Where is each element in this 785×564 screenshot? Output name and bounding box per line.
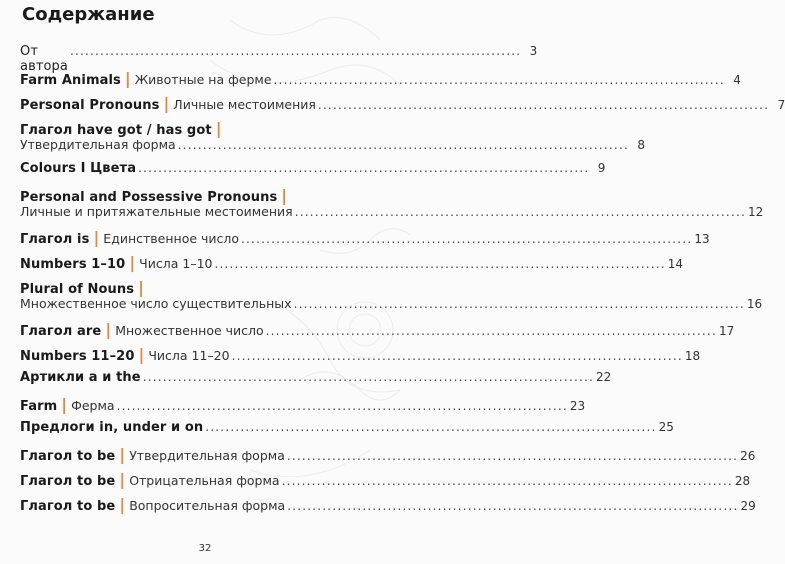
leader-dots: .......................................................................................... <box>177 138 629 152</box>
separator: | <box>281 186 288 205</box>
entry-subtitle: Личные и притяжательные местоимения <box>20 204 293 219</box>
entry-subtitle: Множественное число существительных <box>20 296 292 311</box>
separator: | <box>119 445 126 464</box>
entry-subtitle: Числа 11–20 <box>148 348 230 363</box>
entry-title: Farm <box>20 399 58 414</box>
toc-entry[interactable] <box>20 495 756 514</box>
entry-title: Numbers 11–20 <box>20 349 135 364</box>
separator: | <box>105 320 112 339</box>
entry-page: 13 <box>694 232 710 246</box>
separator: | <box>124 69 131 88</box>
entry-title: Plural of Nouns <box>20 282 135 297</box>
leader-dots: .......................................................................................... <box>317 98 770 112</box>
entry-page: 3 <box>529 44 538 58</box>
entry-subtitle: Утвердительная форма <box>129 448 285 463</box>
toc-entry[interactable] <box>20 370 612 388</box>
toc-entry[interactable] <box>20 420 674 438</box>
leader-dots: .......................................................................................... <box>265 324 717 338</box>
entry-title: Personal and Possessive Pronouns <box>20 190 278 205</box>
leader-dots: .......................................................................................... <box>281 474 733 488</box>
entry-page: 16 <box>746 297 763 311</box>
entry-title: Personal Pronouns <box>20 98 160 113</box>
separator: | <box>61 395 68 414</box>
page-number: 32 <box>198 543 212 554</box>
toc-entry[interactable] <box>20 470 751 489</box>
entry-page: 28 <box>734 474 751 488</box>
toc-entry[interactable] <box>20 119 392 137</box>
entry-title: Глагол have got / has got <box>20 123 212 138</box>
toc-entry-line2[interactable] <box>20 296 763 313</box>
entry-title: Numbers 1–10 <box>20 257 126 272</box>
leader-dots: .......................................................................................... <box>241 232 693 246</box>
entry-page: 29 <box>740 499 756 513</box>
entry-page: 22 <box>596 370 612 384</box>
leader-dots: .......................................................................................... <box>231 349 683 363</box>
entry-page: 18 <box>684 349 701 363</box>
entry-title: Глагол are <box>20 324 102 339</box>
entry-title: Глагол to be <box>20 474 116 489</box>
page-title: Содержание <box>22 4 155 25</box>
entry-page: 8 <box>637 138 645 152</box>
toc-entry[interactable] <box>20 161 606 179</box>
leader-dots: .......................................................................................... <box>293 297 745 311</box>
leader-dots: .......................................................................................... <box>273 73 725 87</box>
entry-page: 9 <box>597 161 606 175</box>
toc-entry[interactable] <box>20 69 741 88</box>
leader-dots: .......................................................................................... <box>287 499 739 513</box>
entry-subtitle: Ферма <box>71 398 115 413</box>
separator: | <box>138 345 145 364</box>
toc-entry[interactable] <box>20 320 735 339</box>
entry-page: 4 <box>733 73 741 87</box>
separator: | <box>119 495 126 514</box>
entry-title: Глагол to be <box>20 499 116 514</box>
leader-dots: .......................................................................................... <box>138 161 590 175</box>
leader-dots: .......................................................................................... <box>142 370 595 384</box>
toc-entry[interactable] <box>20 445 756 464</box>
leader-dots: .......................................................................................... <box>116 399 568 413</box>
leader-dots: .......................................................................................... <box>69 44 522 58</box>
toc-entry[interactable] <box>20 44 538 74</box>
toc-entry[interactable] <box>20 253 684 272</box>
toc-entry[interactable] <box>20 278 392 296</box>
separator: | <box>138 278 144 297</box>
separator: | <box>163 94 170 113</box>
leader-dots: .......................................................................................... <box>214 257 666 271</box>
toc-entry[interactable] <box>20 186 392 204</box>
leader-dots: .......................................................................................... <box>205 420 657 434</box>
entry-subtitle: Числа 1–10 <box>139 256 213 271</box>
entry-title: Артикли a и the <box>20 370 141 385</box>
entry-title: Farm Animals <box>20 73 121 88</box>
toc-entry-line2[interactable] <box>20 204 764 221</box>
entry-title: Глагол is <box>20 232 90 247</box>
entry-page: 25 <box>658 420 674 434</box>
toc-entry[interactable] <box>20 94 785 113</box>
entry-subtitle: Животные на ферме <box>134 72 272 87</box>
entry-title: От автора <box>20 44 68 74</box>
separator: | <box>215 119 222 138</box>
entry-title: Предлоги in, under и on <box>20 420 204 435</box>
entry-subtitle: Единственное число <box>103 231 240 246</box>
entry-subtitle: Отрицательная форма <box>129 473 280 488</box>
entry-page: 12 <box>748 205 764 219</box>
leader-dots: .......................................................................................... <box>294 205 746 219</box>
toc-entry[interactable] <box>20 228 710 247</box>
entry-page: 7 <box>777 98 785 112</box>
entry-subtitle: Утвердительная форма <box>20 137 176 152</box>
toc-entry[interactable] <box>20 395 586 414</box>
entry-page: 17 <box>718 324 735 338</box>
separator: | <box>119 470 126 489</box>
leader-dots: .......................................................................................... <box>286 449 739 463</box>
entry-page: 23 <box>569 399 586 413</box>
separator: | <box>129 253 136 272</box>
toc-entry-line2[interactable] <box>20 137 645 154</box>
entry-title: Colours I Цвета <box>20 161 137 176</box>
entry-subtitle: Личные местоимения <box>173 97 316 112</box>
entry-title: Глагол to be <box>20 449 116 464</box>
entry-subtitle: Вопросительная форма <box>129 498 286 513</box>
entry-page: 26 <box>740 449 756 463</box>
toc-entry[interactable] <box>20 345 701 364</box>
separator: | <box>93 228 100 247</box>
entry-subtitle: Множественное число <box>115 323 264 338</box>
table-of-contents <box>20 44 785 514</box>
entry-page: 14 <box>667 257 684 271</box>
